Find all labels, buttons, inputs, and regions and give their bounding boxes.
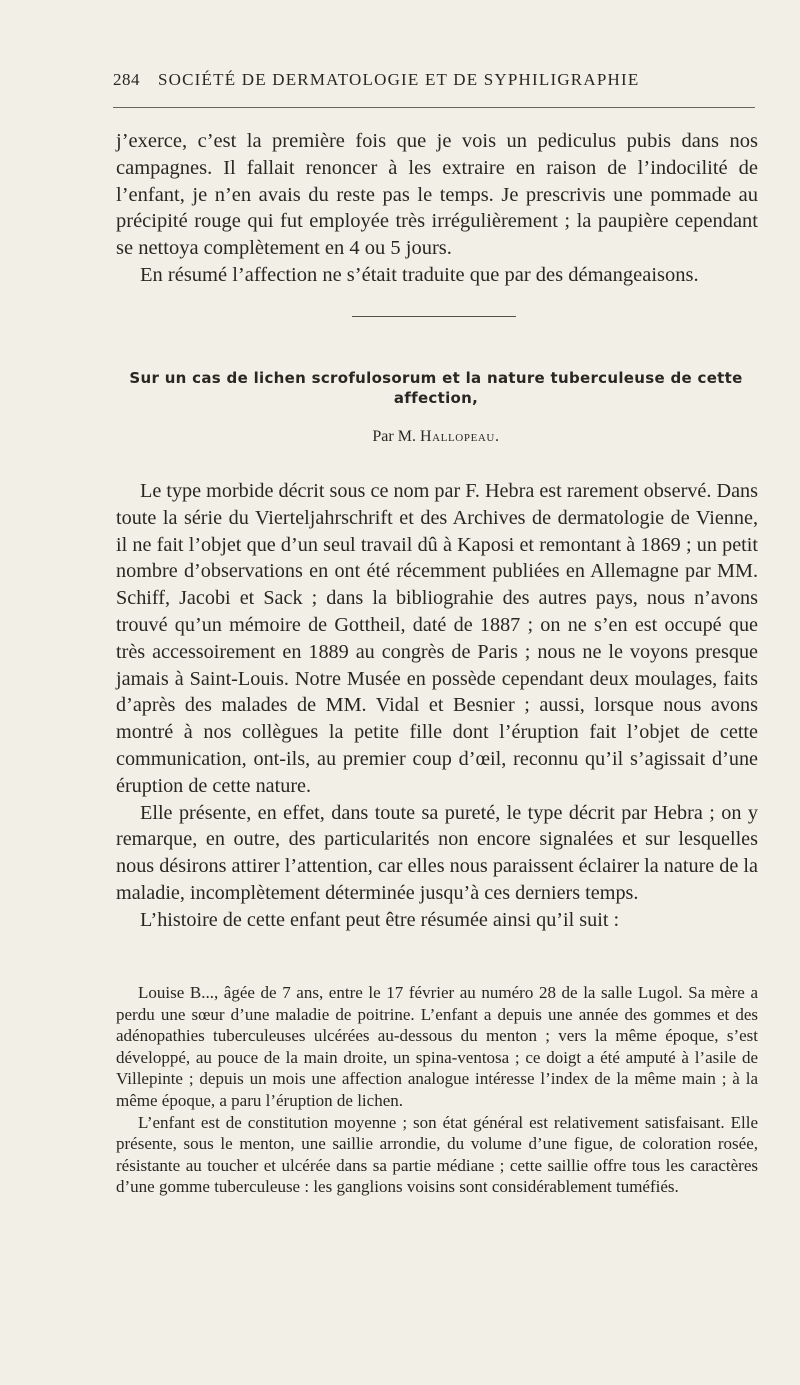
paragraph: En résumé l’affection ne s’était traduite que par des démangeaisons. [140, 263, 699, 286]
page-number: 284 [113, 70, 140, 89]
paragraph: Le type morbide décrit sous ce nom par F. Hebra est rarement observé. Dans toute la série du Vierteljahrschrift et des Archives de dermatologie de Vienne, il ne fait l’objet que d’un seul travail dû à Kaposi et remontant à 1869 ; un petit nombre d’observations en ont été récemment publiées en Allemagne par MM. Schiff, Jacobi et Sack ; dans la bibliograhie des autres pays, nous n’avons trouvé qu’un mémoire de Gottheil, daté de 1887 ; on ne s’en est occupé que très accessoirement en 1889 au congrès de Paris ; nous ne le voyons presque jamais à Saint-Louis. Notre Musée en possède cependant deux moulages, faits d’après des malades de MM. Vidal et Besnier ; aussi, lorsque nous avons montré à nos collègues la petite fille dont l’éruption fait l’objet de cette communication, ont-ils, au premier coup d’œil, reconnu qu’il s’agissait d’une éruption de cette nature. [116, 480, 758, 797]
running-title: SOCIÉTÉ DE DERMATOLOGIE ET DE SYPHILIGRAPHIE [158, 70, 640, 89]
previous-article-text [116, 128, 758, 289]
author-name: Hallopeau. [419, 428, 500, 445]
case-report [116, 982, 758, 1198]
article-title: Sur un cas de lichen scrofulosorum et la nature tuberculeuse de cette affection, [129, 369, 743, 407]
running-head [113, 70, 755, 90]
byline [110, 428, 762, 446]
header-rule [113, 107, 755, 108]
article-body [116, 478, 758, 934]
byline-prefix: Par M. [372, 428, 416, 445]
case-paragraph: L’enfant est de constitution moyenne ; son état général est relativement satisfaisant. Elle présente, sous le menton, une saillie arrondie, du volume d’une figue, de coloration rosée, résistante au toucher et ulcérée dans sa partie médiane ; cette saillie offre tous les caractères d’une gomme tuberculeuse : les ganglions voisins sont considérablement tuméfiés. [116, 1112, 758, 1197]
paragraph: Elle présente, en effet, dans toute sa pureté, le type décrit par Hebra ; on y remarque, en outre, des particularités non encore signalées et sur lesquelles nous désirons attirer l’attention, car elles nous paraissent éclairer la nature de la maladie, incomplètement déterminée jusqu’à ces derniers temps. [116, 801, 758, 904]
paragraph: j’exerce, c’est la première fois que je vois un pediculus pubis dans nos campagnes. Il fallait renoncer à les extraire en raison de l’indocilité de l’enfant, je n’en avais du reste pas le temps. Je prescrivis une pommade au précipité rouge qui fut employée très irrégulièrement ; la paupière cependant se nettoya complètement en 4 ou 5 jours. [116, 130, 758, 260]
paragraph: L’histoire de cette enfant peut être résumée ainsi qu’il suit : [140, 908, 620, 931]
section-separator [352, 316, 516, 317]
case-paragraph: Louise B..., âgée de 7 ans, entre le 17 février au numéro 28 de la salle Lugol. Sa mère a perdu une sœur d’une maladie de poitrine. L’enfant a depuis une année des gommes et des adénopathies tuberculeuses ulcérées au-dessous du menton ; vers la même époque, s’est développé, au pouce de la main droite, un spina-ventosa ; ce doigt a été amputé à l’asile de Villepinte ; depuis un mois une affection analogue intéresse l’index de la même main ; à la même époque, a paru l’éruption de lichen. [116, 983, 758, 1110]
